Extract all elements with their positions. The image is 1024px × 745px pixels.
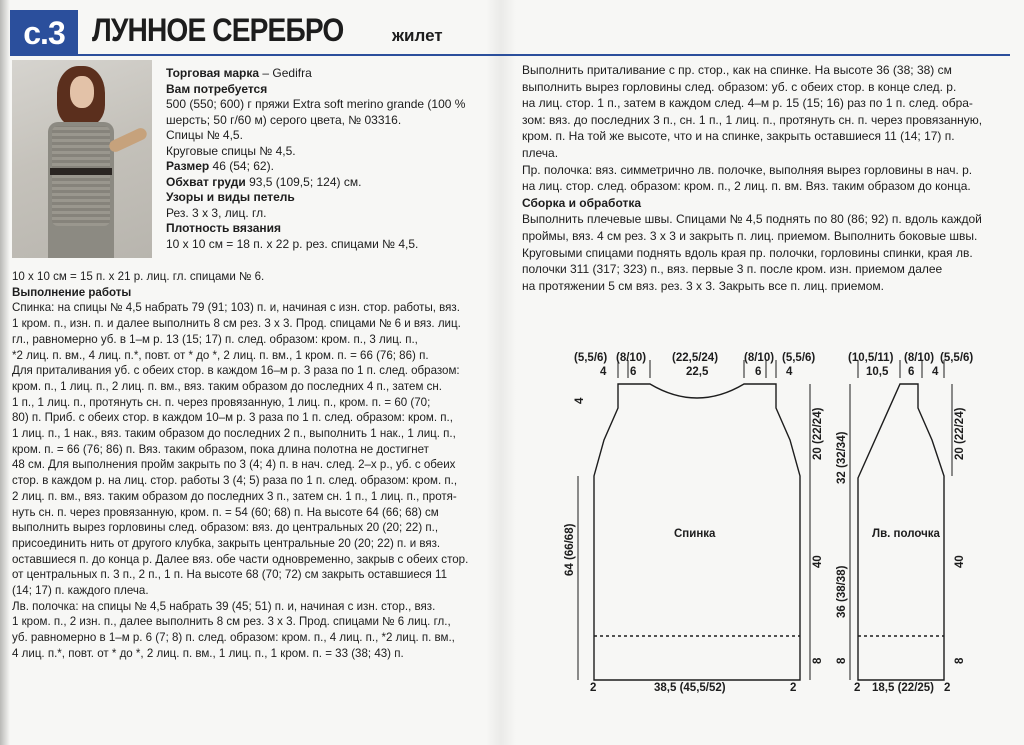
page-edge-shadow xyxy=(0,0,10,745)
pattern-title: ЛУННОЕ СЕРЕБРО xyxy=(92,12,344,48)
bust-label: Обхват груди xyxy=(166,174,246,189)
back-hem-right: 2 xyxy=(790,682,797,694)
instruction-line: Лв. полочка: на спицы № 4,5 набрать 39 (45; 51) п. и, начиная с изн. стор., вяз. xyxy=(12,599,436,613)
back-top-left-size: (5,5/6) xyxy=(574,352,608,364)
photo-vest xyxy=(52,126,110,226)
instruction-line: присоединить нить от другого клубка, закрыть центральные 20 (20; 22) п. и вяз. xyxy=(12,536,441,550)
front-8: 8 xyxy=(836,657,848,664)
back-top-r1-val: 6 xyxy=(755,366,762,378)
front-label: Лв. полочка xyxy=(872,528,940,540)
instruction-line: Круговыми спицами поднять вдоль края пр. полочки, горловины спинки, края лв. xyxy=(522,245,973,260)
instructions-left-column xyxy=(12,269,490,662)
back-side-8: 8 xyxy=(812,657,824,664)
schematic-drawing xyxy=(560,348,1020,708)
instruction-line: зом: вяз. до последних 3 п., сн. 1 п., 1 лиц. п., протянуть сн. п. через провязанную, xyxy=(522,112,983,127)
back-top-r2-val: 4 xyxy=(786,366,793,378)
front-top-mid-size: (8/10) xyxy=(904,352,935,364)
back-top-r2-size: (5,5/6) xyxy=(782,352,816,364)
density-heading: Плотность вязания xyxy=(166,221,282,235)
instruction-line: (14; 17) п. каждого плеча. xyxy=(12,584,149,598)
brand-label: Торговая марка xyxy=(166,66,260,80)
front-hem-left: 2 xyxy=(854,682,861,694)
needles-line: Спицы № 4,5. xyxy=(166,128,243,142)
front-armhole: 20 (22/24) xyxy=(954,407,966,460)
back-top-center-size: (22,5/24) xyxy=(672,352,719,364)
instruction-line: Выполнить приталивание с пр. стор., как на спинке. На высоте 36 (38; 38) см xyxy=(522,63,952,77)
front-neck-total: 32 (32/34) xyxy=(836,431,848,484)
back-bottom-width: 38,5 (45,5/52) xyxy=(654,682,726,694)
instruction-line: полочки 311 (317; 323) п., вяз. первые 3 п. после кром. изн. приемом далее xyxy=(522,262,943,277)
photo-face xyxy=(70,76,94,108)
instruction-line: кром. п., 1 лиц. п., 2 лиц. п. вм., вяз. таким образом до последних 4 п., затем сн. xyxy=(12,379,442,393)
instruction-line: *2 лиц. п. вм., 4 лиц. п.*, повт. от * до *, 2 лиц. п. вм., 1 кром. п. = 66 (76; 86) п. xyxy=(12,348,429,362)
instruction-line: нуть сн. п. через провязанную, кром. п. = 54 (60; 68) п. На высоте 64 (66; 68) см xyxy=(12,505,439,519)
instruction-line: 48 см. Для выполнения пройм закрыть по 3 (4; 4) п. в нач. след. 2–х р., уб. с обеих xyxy=(12,458,456,472)
back-top-r1-size: (8/10) xyxy=(744,352,775,364)
instruction-line: 1 кром. п., 2 изн. п., далее выполнить 8 см рез. 3 х 3. Прод. спицами № 6 лиц. гл., xyxy=(12,615,451,629)
back-neck-depth: 4 xyxy=(574,397,586,404)
patterns-heading: Узоры и виды петель xyxy=(166,190,295,204)
instruction-line: плеча. xyxy=(522,145,559,160)
density-value: 10 х 10 см = 18 п. х 22 р. рез. спицами № 4,5. xyxy=(166,236,419,251)
back-top-left-val: 4 xyxy=(600,366,607,378)
instruction-line: на протяжении 5 см вяз. рез. 3 х 3. Закрыть все п. лиц. приемом. xyxy=(522,278,884,293)
instructions-right-column xyxy=(522,62,1012,294)
front-side-8: 8 xyxy=(954,657,966,664)
front-top-mid-val: 6 xyxy=(908,366,915,378)
instruction-line: выполнить вырез горловины след. образом: уб. с обеих стор. в конце след. р. xyxy=(522,79,957,94)
pattern-subtitle: жилет xyxy=(392,26,443,45)
instruction-line: стор. в каждом р. на лиц. стор. работы 3 (4; 5) раза по 1 п. след. образом: кром. п., xyxy=(12,474,458,488)
yarn-line-1: 500 (550; 600) г пряжи Extra soft merino grande (100 % xyxy=(166,97,466,111)
model-photo xyxy=(12,60,152,258)
page-number-badge: с.3 xyxy=(10,10,78,56)
back-side-total: 64 (66/68) xyxy=(564,523,576,576)
back-top-mid-size: (8/10) xyxy=(616,352,647,364)
instruction-line: 80) п. Приб. с обеих стор. в каждом 10–м р. 3 раза по 1 п. след. образом: кром. п., xyxy=(12,411,453,425)
front-side-40: 40 xyxy=(954,555,966,568)
instruction-line: гл., равномерно уб. в 1–м р. 13 (15; 17) п. след. образом: кром. п., 3 лиц. п., xyxy=(12,332,418,346)
yarn-line-2: шерсть; 50 г/60 м) серого цвета, № 03316. xyxy=(166,112,402,127)
front-top-left-size: (10,5/11) xyxy=(848,352,894,364)
instruction-line: Спинка: на спицы № 4,5 набрать 79 (91; 103) п. и, начиная с изн. стор. работы, вяз. xyxy=(12,301,460,315)
instruction-line: на лиц. стор. 1 п., затем в каждом след. 4–м р. 15 (15; 16) раз по 1 п. след. обра- xyxy=(522,96,973,111)
front-top-r-size: (5,5/6) xyxy=(940,352,974,364)
instruction-line: 2 лиц. п. вм., вяз. таким образом до последних 3 п., затем сн. 1 п., 1 лиц. п., протя- xyxy=(12,489,457,503)
back-side-40: 40 xyxy=(812,555,824,568)
instruction-line: кром. п. = 66 (76; 86) п. Вяз. таким образом, пока длина полотна не достигнет xyxy=(12,442,429,456)
header-rule xyxy=(10,54,1010,56)
instruction-line: 10 х 10 см = 15 п. х 21 р. лиц. гл. спицами № 6. xyxy=(12,270,265,283)
instruction-line: Пр. полочка: вяз. симметрично лв. полочке, выполняя вырез горловины в нач. р. xyxy=(522,162,973,177)
pattern-schematic xyxy=(560,348,1020,708)
back-armhole: 20 (22/24) xyxy=(812,407,824,460)
instruction-line: от центральных п. 3 п., 2 п., 1 п. На высоте 68 (70; 72) см закрыть оставшиеся 11 xyxy=(12,568,448,582)
instruction-line: кром. п. На той же высоте, что и на спинке, закрыть оставшиеся 11 (14; 17) п. xyxy=(522,129,955,144)
size-label: Размер xyxy=(166,159,210,173)
instruction-line: на лиц. стор. след. образом: кром. п., 2 лиц. п. вм. Вяз. таким образом до конца. xyxy=(522,179,971,194)
patterns-value: Рез. 3 х 3, лиц. гл. xyxy=(166,205,267,220)
back-top-center-val: 22,5 xyxy=(686,366,709,378)
size-value: 46 (54; 62). xyxy=(209,159,274,173)
instruction-line: проймы, вяз. 4 см рез. 3 х 3 и закрыть п. лиц. приемом. Выполнить боковые швы. xyxy=(522,228,978,243)
instruction-line: 1 лиц. п., 1 нак., вяз. таким образом до последних 2 п., выполнить 1 нак., 1 лиц. п., xyxy=(12,427,456,441)
photo-belt xyxy=(50,168,112,175)
materials-block xyxy=(166,66,496,252)
front-bottom-width: 18,5 (22/25) xyxy=(872,682,935,694)
instruction-line: Для приталивания уб. с обеих стор. в каждом 16–м р. 3 раза по 1 п. след. образом: xyxy=(12,364,460,378)
front-hem-right: 2 xyxy=(944,682,951,694)
front-lower: 36 (38/38) xyxy=(836,565,848,618)
instruction-line: 1 кром. п., изн. п. и далее выполнить 8 см рез. 3 х 3. Прод. спицами № 6 и вяз. лиц. xyxy=(12,317,461,331)
bust-value: 93,5 (109,5; 124) см. xyxy=(245,174,362,189)
brand-line xyxy=(166,66,496,82)
front-top-left-val: 10,5 xyxy=(866,366,889,378)
back-label: Спинка xyxy=(674,528,716,540)
size-line xyxy=(166,159,496,175)
back-hem-left: 2 xyxy=(590,682,597,694)
instruction-line: выполнить вырез горловины след. образом: вяз. до центральных 20 (20; 22) п., xyxy=(12,521,439,535)
instruction-line: Сборка и обработка xyxy=(522,195,642,210)
instruction-line: Выполнение работы xyxy=(12,285,132,299)
back-top-mid-val: 6 xyxy=(630,366,637,378)
instruction-line: 4 лиц. п.*, повт. от * до *, 2 лиц. п. вм., 1 лиц. п., 1 кром. п. = 33 (38; 43) п. xyxy=(12,646,404,660)
instruction-line: уб. равномерно в 1–м р. 6 (7; 8) п. след. образом: кром. п., 4 лиц. п., *2 лиц. п. вм., xyxy=(12,631,455,645)
need-heading: Вам потребуется xyxy=(166,81,268,96)
bust-line xyxy=(166,175,496,191)
instruction-line: Выполнить плечевые швы. Спицами № 4,5 поднять по 80 (86; 92) п. вдоль каждой xyxy=(522,212,982,227)
brand-value: – Gedifra xyxy=(259,66,312,80)
instruction-line: 1 п., 1 лиц. п., протянуть сн. п. через провязанную, 1 лиц. п., кром. п. = 60 (70; xyxy=(12,395,431,409)
instruction-line: оставшиеся п. до конца р. Далее вяз. обе части одновременно, закрыв с обеих стор. xyxy=(12,552,469,566)
circular-needles-line: Круговые спицы № 4,5. xyxy=(166,143,296,158)
front-top-r-val: 4 xyxy=(932,366,939,378)
